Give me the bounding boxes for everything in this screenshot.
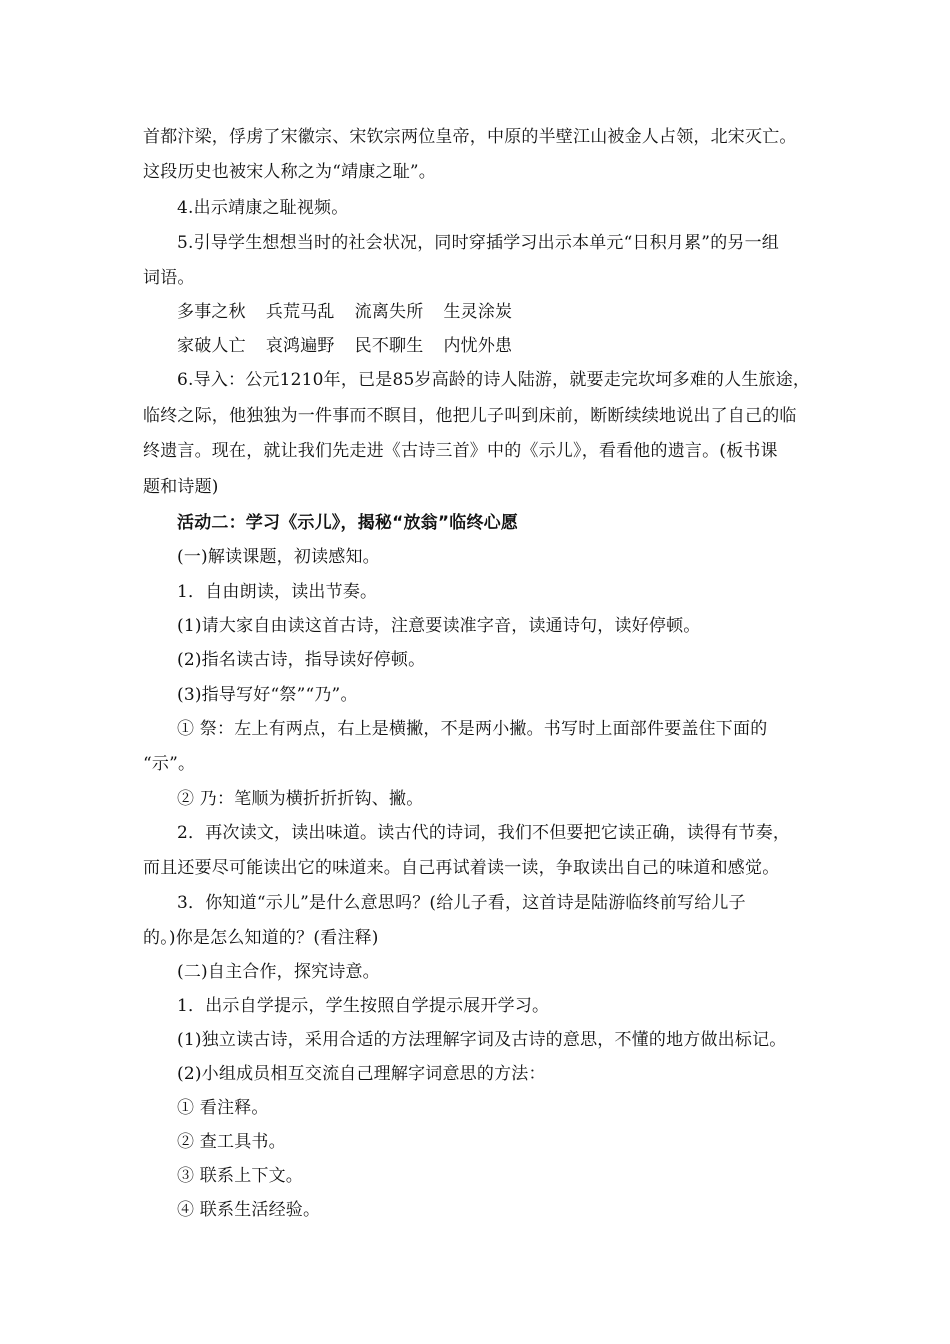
paragraph-line: 而且还要尽可能读出它的味道来。自己再试着读一读，争取读出自己的味道和感觉。 [143,858,780,878]
paragraph-line: 终遗言。现在，就让我们先走进《古诗三首》中的《示儿》，看看他的遗言。(板书课 [143,441,778,461]
list-item: ④ 联系生活经验。 [177,1200,321,1220]
idiom-row-2 [177,334,512,358]
idiom: 生灵涂炭 [443,302,513,322]
idiom: 流离失所 [354,302,424,322]
step-6-line: 6.导入：公元1210年，已是85岁高龄的诗人陆游，就要走完坎坷多难的人生旅途， [177,370,811,390]
list-item: (2)小组成员相互交流自己理解字词意思的方法： [177,1064,546,1084]
list-item: (3)指导写好“祭”“乃”。 [177,685,358,705]
list-item: ③ 联系上下文。 [177,1166,304,1186]
list-item: ① 祭：左上有两点，右上是横撇，不是两小撇。书写时上面部件要盖住下面的 [177,719,768,739]
idiom: 民不聊生 [354,336,424,356]
paragraph-line: 词语。 [143,268,195,288]
idiom: 多事之秋 [177,302,246,322]
idiom: 哀鸿遍野 [265,336,335,356]
idiom: 家破人亡 [177,336,246,356]
paragraph-line: 这段历史也被宋人称之为“靖康之耻”。 [143,162,436,182]
paragraph-line: 首都汴梁，俘虏了宋徽宗、宋钦宗两位皇帝，中原的半壁江山被金人占领，北宋灭亡。 [143,127,797,147]
list-item: 3．你知道“示儿”是什么意思吗？(给儿子看，这首诗是陆游临终前写给儿子 [177,893,746,913]
list-item: 1．出示自学提示，学生按照自学提示展开学习。 [177,996,550,1016]
list-item: (2)指名读古诗，指导读好停顿。 [177,650,426,670]
paragraph-line: “示”。 [143,754,196,774]
list-item: ① 看注释。 [177,1098,269,1118]
section-heading: (二)自主合作，探究诗意。 [177,962,380,982]
idiom-row-1 [177,300,512,324]
list-item: 2．再次读文，读出味道。读古代的诗词，我们不但要把它读正确，读得有节奏， [177,823,791,843]
section-heading: (一)解读课题，初读感知。 [177,547,380,567]
paragraph-line: 临终之际，他独独为一件事而不瞑目，他把儿子叫到床前，断断续续地说出了自己的临 [143,406,797,426]
activity-heading: 活动二：学习《示儿》，揭秘“放翁”临终心愿 [177,513,519,533]
list-item: ② 查工具书。 [177,1132,286,1152]
list-item: 1．自由朗读，读出节奏。 [177,582,378,602]
list-item: ② 乃：笔顺为横折折折钩、撇。 [177,789,424,809]
step-5-line: 5.引导学生想想当时的社会状况，同时穿插学习出示本单元“日积月累”的另一组 [177,233,779,253]
paragraph-line: 的。)你是怎么知道的？(看注释) [143,928,379,948]
step-4-line: 4.出示靖康之耻视频。 [177,198,349,218]
list-item: (1)独立读古诗，采用合适的方法理解字词及古诗的意思，不懂的地方做出标记。 [177,1030,787,1050]
idiom: 内忧外患 [443,336,513,356]
paragraph-line: 题和诗题) [143,477,219,497]
list-item: (1)请大家自由读这首古诗，注意要读准字音，读通诗句，读好停顿。 [177,616,701,636]
idiom: 兵荒马乱 [265,302,335,322]
